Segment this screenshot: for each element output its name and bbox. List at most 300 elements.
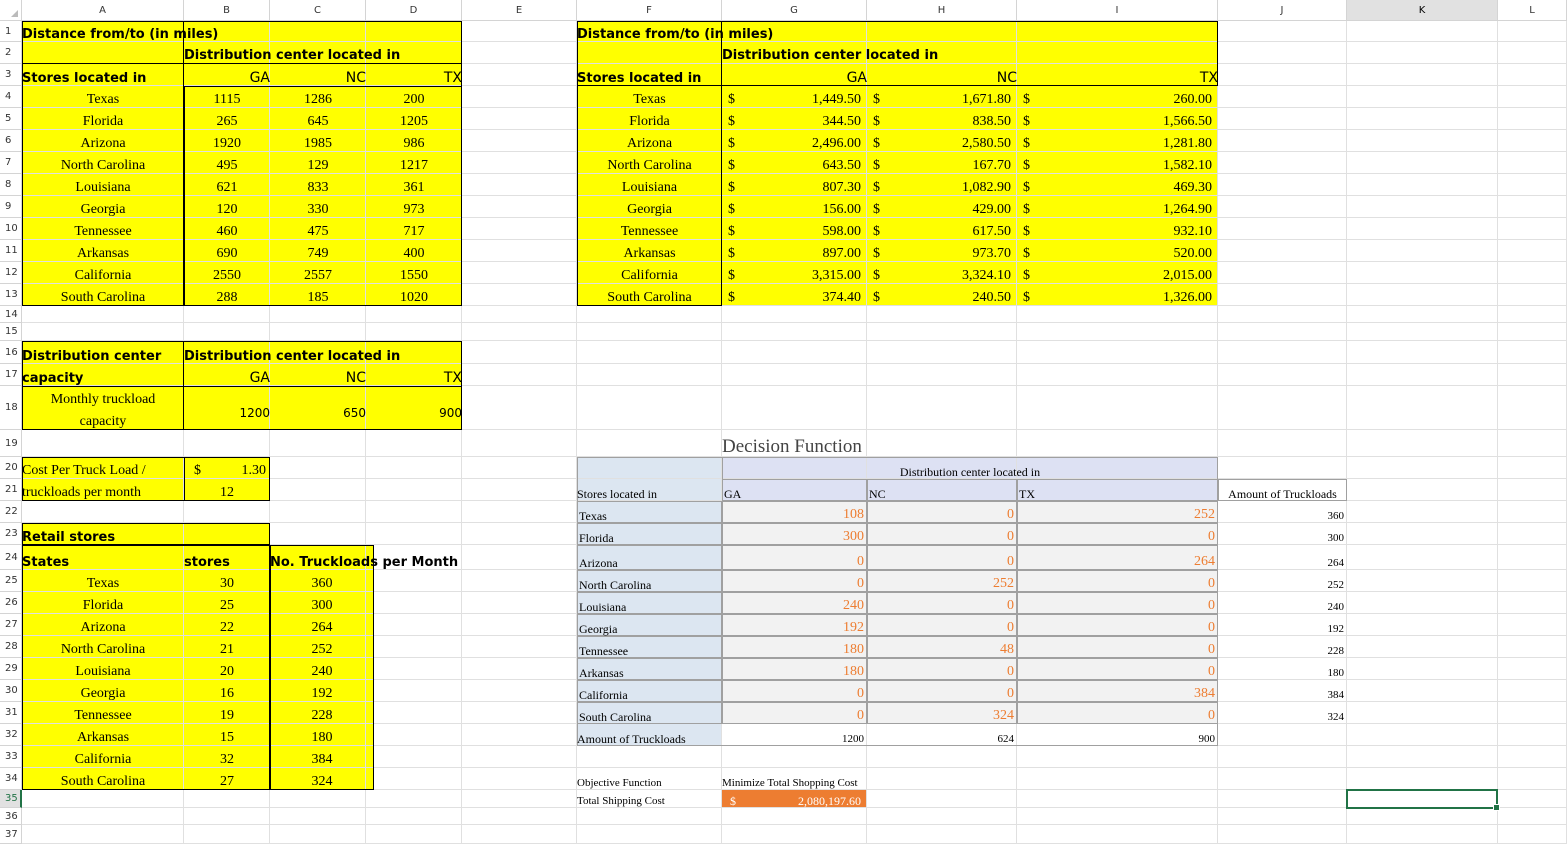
retail-loads-text: 192 <box>311 686 333 701</box>
distance-state-text: Tennessee <box>74 224 132 239</box>
decision-total[interactable] <box>1218 545 1344 570</box>
decision-value[interactable] <box>1017 636 1215 658</box>
retail-state[interactable] <box>22 746 184 768</box>
distance-value[interactable] <box>184 108 270 130</box>
objective-currency-text: $ <box>730 794 736 808</box>
distance-state[interactable] <box>22 262 184 284</box>
distance-value[interactable] <box>366 262 462 284</box>
distance-value[interactable] <box>366 108 462 130</box>
row-header-32[interactable]: 32 <box>0 724 22 746</box>
decision-total[interactable] <box>1218 636 1344 658</box>
decision-value-text: 0 <box>1208 620 1215 635</box>
column-header-f[interactable]: F <box>577 0 722 21</box>
cost-state[interactable] <box>577 196 722 218</box>
retail-stores[interactable] <box>184 746 270 768</box>
distance-value[interactable] <box>184 130 270 152</box>
column-header-h[interactable]: H <box>867 0 1017 21</box>
cost-currency-text: $ <box>728 158 735 173</box>
decision-bottom-value[interactable] <box>1017 724 1215 746</box>
row-header-4[interactable]: 4 <box>0 86 22 108</box>
distance-value-text: 645 <box>307 114 329 129</box>
retail-stores-text: 20 <box>220 664 234 679</box>
cost-currency-text: $ <box>1023 224 1030 239</box>
decision-value-text: 0 <box>857 576 864 591</box>
cost-state[interactable] <box>577 108 722 130</box>
decision-total[interactable] <box>1218 592 1344 614</box>
retail-loads-text: 300 <box>311 598 333 613</box>
decision-total[interactable] <box>1218 570 1344 592</box>
decision-total[interactable] <box>1218 523 1344 545</box>
cost-value[interactable] <box>867 196 1011 218</box>
decision-state <box>579 501 724 523</box>
distance-state[interactable] <box>22 240 184 262</box>
decision-state-text: Texas <box>579 509 607 523</box>
row-header-30[interactable]: 30 <box>0 680 22 702</box>
decision-bottom-value[interactable] <box>867 724 1014 746</box>
decision-value[interactable] <box>1017 523 1215 545</box>
column-header-g[interactable]: G <box>722 0 867 21</box>
decision-value-text: 0 <box>857 554 864 569</box>
decision-bottom-value[interactable] <box>722 724 864 746</box>
column-header-c[interactable]: C <box>270 0 366 21</box>
decision-state <box>579 636 724 658</box>
row-header-22[interactable]: 22 <box>0 501 22 523</box>
decision-value-text: 0 <box>1007 554 1014 569</box>
truckloads-value[interactable] <box>184 479 270 501</box>
cost-currency-text: $ <box>1023 180 1030 195</box>
decision-value[interactable] <box>1017 592 1215 614</box>
row-header-24[interactable]: 24 <box>0 545 22 570</box>
cost-state[interactable] <box>577 130 722 152</box>
distance-value-text: 1205 <box>400 114 428 129</box>
gridline-col <box>1346 21 1347 844</box>
distance-value[interactable] <box>270 196 366 218</box>
distance-dc-ga-text: GA <box>249 70 270 86</box>
row-header-35[interactable]: 35 <box>0 790 22 808</box>
retail-loads[interactable] <box>270 614 374 636</box>
row-header-27[interactable]: 27 <box>0 614 22 636</box>
decision-title <box>722 430 1063 457</box>
decision-value[interactable] <box>867 658 1014 680</box>
retail-header-stores <box>184 545 270 570</box>
distance-value[interactable] <box>366 196 462 218</box>
row-header-8[interactable]: 8 <box>0 174 22 196</box>
cost-value[interactable] <box>867 108 1011 130</box>
row-header-26[interactable]: 26 <box>0 592 22 614</box>
cost-state[interactable] <box>577 174 722 196</box>
retail-state[interactable] <box>22 636 184 658</box>
distance-dc-tx-text: TX <box>443 70 462 86</box>
row-header-29[interactable]: 29 <box>0 658 22 680</box>
objective-label-text: Objective Function <box>577 777 662 789</box>
decision-value[interactable] <box>722 680 864 702</box>
retail-stores[interactable] <box>184 636 270 658</box>
retail-loads[interactable] <box>270 592 374 614</box>
cost-value[interactable] <box>867 130 1011 152</box>
decision-value[interactable] <box>1017 570 1215 592</box>
distance-state[interactable] <box>22 130 184 152</box>
cost-per-truck-currency-text: $ <box>194 463 201 478</box>
capacity-value[interactable] <box>270 396 366 420</box>
distance-value[interactable] <box>270 130 366 152</box>
decision-total[interactable] <box>1218 501 1344 523</box>
distance-state[interactable] <box>22 86 184 108</box>
retail-stores[interactable] <box>184 680 270 702</box>
distance-value[interactable] <box>270 240 366 262</box>
distance-value[interactable] <box>366 86 462 108</box>
cost-value[interactable] <box>722 262 861 284</box>
row-header-34[interactable]: 34 <box>0 768 22 790</box>
decision-state <box>579 658 724 680</box>
decision-value[interactable] <box>867 680 1014 702</box>
cost-value[interactable] <box>867 152 1011 174</box>
decision-value[interactable] <box>722 702 864 724</box>
retail-title-text: Retail stores <box>22 530 116 545</box>
distance-value[interactable] <box>184 196 270 218</box>
capacity-row-label-line2 <box>22 408 184 430</box>
column-header-i[interactable]: I <box>1017 0 1218 21</box>
decision-value-text: 252 <box>1194 507 1215 522</box>
decision-value[interactable] <box>867 636 1014 658</box>
retail-stores-text: 32 <box>220 752 234 767</box>
cost-subtitle <box>722 42 1218 63</box>
retail-loads[interactable] <box>270 746 374 768</box>
cost-value[interactable] <box>867 284 1011 306</box>
retail-stores-text: 15 <box>220 730 234 745</box>
row-header-33[interactable]: 33 <box>0 746 22 768</box>
distance-value-text: 690 <box>216 246 238 261</box>
cost-value[interactable] <box>1017 218 1212 240</box>
distance-value[interactable] <box>366 130 462 152</box>
cost-value[interactable] <box>1017 174 1212 196</box>
cost-value[interactable] <box>867 218 1011 240</box>
objective-value[interactable] <box>722 790 861 808</box>
cost-value-text: 1,449.50 <box>812 92 861 107</box>
capacity-label-line2-text: capacity <box>22 371 84 386</box>
retail-stores[interactable] <box>184 724 270 746</box>
decision-value[interactable] <box>722 570 864 592</box>
row-header-14[interactable]: 14 <box>0 306 22 323</box>
column-header-d[interactable]: D <box>366 0 462 21</box>
cost-state[interactable] <box>577 152 722 174</box>
decision-value-text: 0 <box>1007 598 1014 613</box>
cost-value-text: 260.00 <box>1173 92 1212 107</box>
decision-total[interactable] <box>1218 614 1344 636</box>
row-header-17[interactable]: 17 <box>0 364 22 386</box>
truckloads-value-text: 12 <box>220 485 234 500</box>
retail-state[interactable] <box>22 724 184 746</box>
retail-state-text: North Carolina <box>60 642 146 657</box>
cost-state[interactable] <box>577 86 722 108</box>
cost-value-text: 932.10 <box>1173 224 1212 239</box>
cost-value[interactable] <box>1017 130 1212 152</box>
cost-value[interactable] <box>1017 240 1212 262</box>
distance-value[interactable] <box>184 218 270 240</box>
cost-value[interactable] <box>1017 196 1212 218</box>
decision-total-text: 180 <box>1327 667 1344 679</box>
select-all-corner[interactable] <box>0 0 22 21</box>
selected-cell-k35[interactable] <box>1346 789 1498 809</box>
capacity-value[interactable] <box>366 396 462 420</box>
cost-currency-text: $ <box>1023 158 1030 173</box>
distance-value[interactable] <box>366 152 462 174</box>
retail-loads[interactable] <box>270 658 374 680</box>
cost-value[interactable] <box>722 152 861 174</box>
retail-title <box>22 523 270 545</box>
gridline-col <box>1497 21 1498 844</box>
distance-value[interactable] <box>366 284 462 306</box>
decision-value[interactable] <box>722 658 864 680</box>
decision-value[interactable] <box>867 702 1014 724</box>
cost-value[interactable] <box>722 196 861 218</box>
distance-value[interactable] <box>270 262 366 284</box>
cost-value[interactable] <box>867 174 1011 196</box>
column-header-l[interactable]: L <box>1498 0 1567 21</box>
cost-value[interactable] <box>722 130 861 152</box>
decision-value-text: 252 <box>993 576 1014 591</box>
distance-value-text: 120 <box>216 202 238 217</box>
cost-value[interactable] <box>1017 86 1212 108</box>
distance-row-header <box>22 42 184 86</box>
retail-loads[interactable] <box>270 570 374 592</box>
retail-stores[interactable] <box>184 570 270 592</box>
retail-loads[interactable] <box>270 636 374 658</box>
capacity-dc-ga <box>184 364 270 386</box>
distance-value[interactable] <box>270 284 366 306</box>
cost-state[interactable] <box>577 284 722 306</box>
cost-dc-tx <box>1017 64 1218 86</box>
row-header-19[interactable]: 19 <box>0 430 22 457</box>
decision-value-text: 0 <box>1007 507 1014 522</box>
distance-dc-tx <box>366 64 462 86</box>
decision-value[interactable] <box>867 614 1014 636</box>
distance-value[interactable] <box>270 108 366 130</box>
cost-currency-text: $ <box>1023 246 1030 261</box>
retail-loads-text: 180 <box>311 730 333 745</box>
distance-value[interactable] <box>184 240 270 262</box>
column-header-e[interactable]: E <box>462 0 577 21</box>
row-header-2[interactable]: 2 <box>0 42 22 64</box>
decision-state <box>579 614 724 636</box>
row-header-13[interactable]: 13 <box>0 284 22 306</box>
cost-value-text: 374.40 <box>822 290 861 305</box>
decision-value[interactable] <box>722 592 864 614</box>
cost-state[interactable] <box>577 218 722 240</box>
distance-value[interactable] <box>184 174 270 196</box>
retail-stores-text: 27 <box>220 774 234 789</box>
cost-currency-text: $ <box>873 202 880 217</box>
cost-value[interactable] <box>1017 284 1212 306</box>
retail-loads[interactable] <box>270 702 374 724</box>
cost-state[interactable] <box>577 262 722 284</box>
retail-state[interactable] <box>22 614 184 636</box>
distance-value[interactable] <box>270 152 366 174</box>
distance-state[interactable] <box>22 174 184 196</box>
distance-value[interactable] <box>366 174 462 196</box>
distance-value[interactable] <box>184 262 270 284</box>
distance-value[interactable] <box>270 174 366 196</box>
decision-dc-tx <box>1019 479 1220 501</box>
distance-state[interactable] <box>22 284 184 306</box>
distance-state[interactable] <box>22 108 184 130</box>
decision-dc-ga <box>724 479 869 501</box>
retail-stores[interactable] <box>184 768 270 790</box>
cost-value[interactable] <box>722 240 861 262</box>
column-header-a[interactable]: A <box>22 0 184 21</box>
row-header-6[interactable]: 6 <box>0 130 22 152</box>
cost-subtitle-text: Distribution center located in <box>722 48 939 63</box>
retail-state[interactable] <box>22 658 184 680</box>
cost-state-text: California <box>621 268 678 283</box>
row-header-25[interactable]: 25 <box>0 570 22 592</box>
cost-per-truck-value[interactable] <box>184 457 266 479</box>
distance-value[interactable] <box>184 152 270 174</box>
row-header-12[interactable]: 12 <box>0 262 22 284</box>
distance-state[interactable] <box>22 152 184 174</box>
decision-total-text: 240 <box>1327 601 1344 613</box>
retail-state[interactable] <box>22 570 184 592</box>
cost-value[interactable] <box>867 240 1011 262</box>
distance-value[interactable] <box>366 240 462 262</box>
retail-state[interactable] <box>22 702 184 724</box>
decision-value[interactable] <box>1017 501 1215 523</box>
decision-value[interactable] <box>867 523 1014 545</box>
retail-loads-text: 360 <box>311 576 333 591</box>
retail-state-text: California <box>74 752 132 767</box>
distance-value[interactable] <box>366 218 462 240</box>
decision-value-text: 384 <box>1194 686 1215 701</box>
distance-value[interactable] <box>270 86 366 108</box>
distance-value-text: 129 <box>307 158 329 173</box>
retail-stores[interactable] <box>184 592 270 614</box>
cost-per-truck-label-text: Cost Per Truck Load / <box>22 463 146 478</box>
decision-total[interactable] <box>1218 702 1344 724</box>
decision-value[interactable] <box>722 614 864 636</box>
decision-total[interactable] <box>1218 658 1344 680</box>
decision-value[interactable] <box>722 636 864 658</box>
retail-state[interactable] <box>22 680 184 702</box>
retail-stores[interactable] <box>184 658 270 680</box>
decision-total-text: 384 <box>1327 689 1344 701</box>
capacity-value[interactable] <box>184 396 270 420</box>
row-header-23[interactable]: 23 <box>0 523 22 545</box>
row-header-16[interactable]: 16 <box>0 341 22 364</box>
retail-stores-text: 22 <box>220 620 234 635</box>
distance-state[interactable] <box>22 218 184 240</box>
distance-value[interactable] <box>184 86 270 108</box>
objective-goal <box>722 768 902 790</box>
decision-dc-nc-text: NC <box>869 487 886 501</box>
column-header-k[interactable]: K <box>1347 0 1498 21</box>
cost-value[interactable] <box>722 174 861 196</box>
retail-header-loads <box>270 545 470 570</box>
row-header-10[interactable]: 10 <box>0 218 22 240</box>
row-header-31[interactable]: 31 <box>0 702 22 724</box>
decision-value[interactable] <box>722 523 864 545</box>
distance-value-text: 330 <box>307 202 329 217</box>
decision-value[interactable] <box>1017 545 1215 570</box>
column-header-j[interactable]: J <box>1218 0 1347 21</box>
row-header-18[interactable]: 18 <box>0 386 22 430</box>
capacity-value-text: 1200 <box>239 406 270 420</box>
retail-stores[interactable] <box>184 614 270 636</box>
cost-value[interactable] <box>1017 108 1212 130</box>
decision-value[interactable] <box>1017 702 1215 724</box>
decision-state-text: Georgia <box>579 622 618 636</box>
row-header-37[interactable]: 37 <box>0 825 22 844</box>
cost-value[interactable] <box>722 86 861 108</box>
decision-bottom-label-text: Amount of Truckloads <box>577 732 686 746</box>
retail-state[interactable] <box>22 768 184 790</box>
cost-value[interactable] <box>1017 152 1212 174</box>
retail-loads[interactable] <box>270 680 374 702</box>
distance-state-text: North Carolina <box>60 158 146 173</box>
decision-total[interactable] <box>1218 680 1344 702</box>
cost-value-text: 1,264.90 <box>1163 202 1212 217</box>
decision-dc-tx-text: TX <box>1019 487 1035 501</box>
row-header-20[interactable]: 20 <box>0 457 22 479</box>
row-header-15[interactable]: 15 <box>0 323 22 341</box>
distance-value-text: 475 <box>307 224 329 239</box>
retail-state[interactable] <box>22 592 184 614</box>
decision-value[interactable] <box>1017 614 1215 636</box>
row-header-36[interactable]: 36 <box>0 808 22 825</box>
cost-value[interactable] <box>722 108 861 130</box>
row-header-21[interactable]: 21 <box>0 479 22 501</box>
distance-value-text: 621 <box>216 180 238 195</box>
cost-value-text: 973.70 <box>972 246 1011 261</box>
cost-currency-text: $ <box>1023 202 1030 217</box>
cost-value[interactable] <box>722 218 861 240</box>
cost-value[interactable] <box>867 86 1011 108</box>
decision-value[interactable] <box>867 501 1014 523</box>
row-header-11[interactable]: 11 <box>0 240 22 262</box>
decision-value[interactable] <box>867 592 1014 614</box>
decision-value[interactable] <box>867 545 1014 570</box>
decision-value[interactable] <box>722 501 864 523</box>
cost-row-header-text: Stores located in <box>577 71 702 86</box>
decision-value[interactable] <box>1017 658 1215 680</box>
distance-state[interactable] <box>22 196 184 218</box>
cost-value-text: 3,324.10 <box>962 268 1011 283</box>
cost-value-text: 520.00 <box>1173 246 1212 261</box>
retail-loads[interactable] <box>270 768 374 790</box>
cost-value[interactable] <box>722 284 861 306</box>
retail-loads[interactable] <box>270 724 374 746</box>
row-header-1[interactable]: 1 <box>0 21 22 42</box>
row-header-28[interactable]: 28 <box>0 636 22 658</box>
distance-value[interactable] <box>184 284 270 306</box>
cost-currency-text: $ <box>728 92 735 107</box>
retail-stores[interactable] <box>184 702 270 724</box>
row-header-7[interactable]: 7 <box>0 152 22 174</box>
decision-value[interactable] <box>722 545 864 570</box>
cost-value[interactable] <box>867 262 1011 284</box>
distance-value[interactable] <box>270 218 366 240</box>
row-header-9[interactable]: 9 <box>0 196 22 218</box>
row-header-3[interactable]: 3 <box>0 64 22 86</box>
cost-state[interactable] <box>577 240 722 262</box>
column-header-b[interactable]: B <box>184 0 270 21</box>
decision-value[interactable] <box>1017 680 1215 702</box>
row-header-5[interactable]: 5 <box>0 108 22 130</box>
capacity-label-line1-text: Distribution center <box>22 349 162 364</box>
cost-value-text: 1,082.90 <box>962 180 1011 195</box>
decision-value[interactable] <box>867 570 1014 592</box>
cost-value[interactable] <box>1017 262 1212 284</box>
cost-currency-text: $ <box>873 290 880 305</box>
cost-state-text: Florida <box>629 114 670 129</box>
